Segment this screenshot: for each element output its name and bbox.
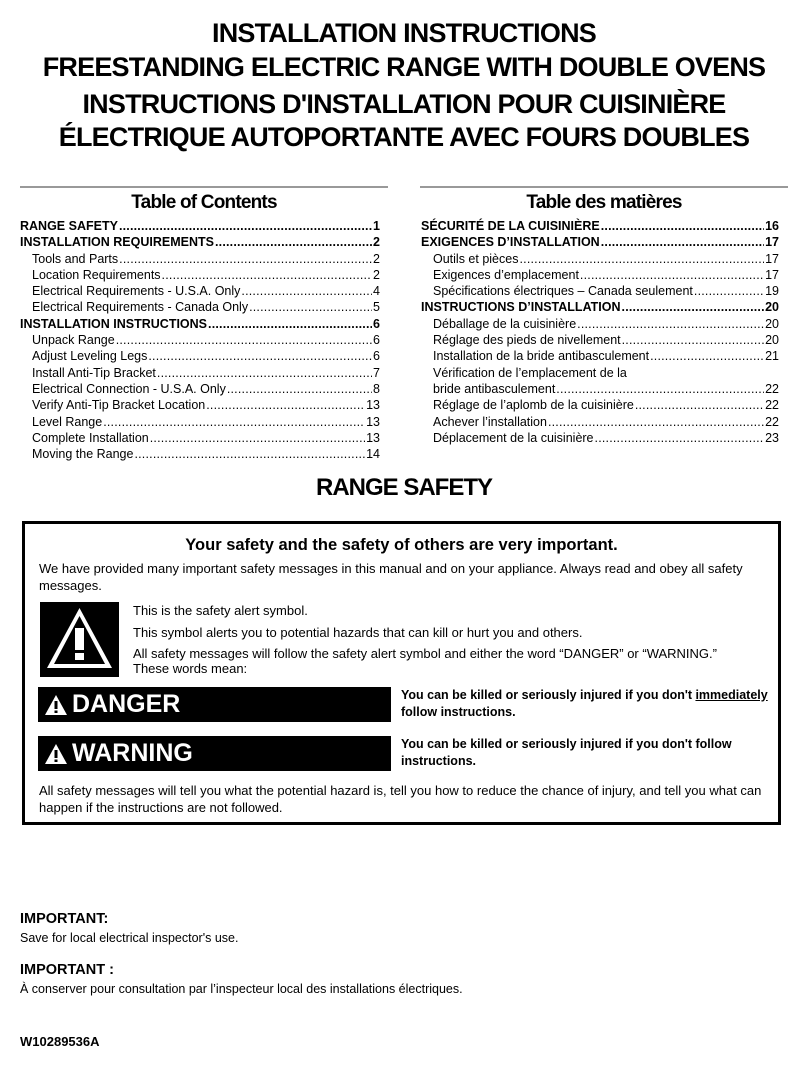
toc-entry bbox=[421, 397, 779, 413]
toc-entry-label: Electrical Connection - U.S.A. Only bbox=[32, 381, 226, 396]
important-fr-heading: IMPORTANT : bbox=[20, 962, 114, 978]
toc-entry bbox=[20, 218, 380, 234]
toc-entry-label: Exigences d’emplacement bbox=[433, 267, 579, 282]
toc-entry bbox=[20, 267, 380, 283]
toc-entry-page: 13 bbox=[366, 398, 380, 413]
toc-en-divider bbox=[20, 186, 388, 188]
toc-leader-dots bbox=[157, 365, 372, 381]
important-en-heading: IMPORTANT: bbox=[20, 911, 109, 927]
toc-leader-dots bbox=[134, 446, 365, 462]
toc-entry-label: Déballage de la cuisinière bbox=[433, 316, 577, 331]
toc-entry-label: Spécifications électriques – Canada seulement bbox=[433, 284, 693, 299]
toc-fr-heading: Table des matières bbox=[526, 192, 682, 213]
toc-entry-page: 6 bbox=[373, 333, 380, 348]
toc-entry-label: INSTALLATION REQUIREMENTS bbox=[20, 235, 214, 250]
toc-entry-page: 17 bbox=[765, 267, 779, 282]
toc-entry-label: Adjust Leveling Legs bbox=[32, 349, 148, 364]
toc-entry bbox=[20, 446, 380, 462]
toc-leader-dots bbox=[148, 348, 372, 364]
toc-entry-page: 5 bbox=[373, 300, 380, 315]
toc-entry-label: Verify Anti-Tip Bracket Location bbox=[32, 398, 206, 413]
warning-alert-icon bbox=[44, 743, 68, 765]
toc-leader-dots bbox=[635, 397, 764, 413]
toc-entry-label: Unpack Range bbox=[32, 333, 115, 348]
title-line-3: INSTRUCTIONS D'INSTALLATION POUR CUISINIÈRE bbox=[82, 89, 726, 119]
toc-entry bbox=[20, 332, 380, 348]
toc-entry-page: 14 bbox=[366, 447, 380, 462]
document-number: W10289536A bbox=[20, 1034, 100, 1049]
title-line-1: INSTALLATION INSTRUCTIONS bbox=[212, 18, 596, 48]
title-line-2: FREESTANDING ELECTRIC RANGE WITH DOUBLE OVENS bbox=[42, 52, 766, 82]
toc-entry-label: Outils et pièces bbox=[433, 251, 519, 266]
toc-leader-dots bbox=[119, 218, 372, 234]
toc-entry bbox=[20, 283, 380, 299]
toc-entry bbox=[20, 348, 380, 364]
toc-en-list bbox=[20, 218, 380, 462]
toc-leader-dots bbox=[580, 267, 764, 283]
toc-entry bbox=[421, 365, 779, 381]
danger-signal-word bbox=[38, 687, 391, 722]
safety-closing: All safety messages will tell you what the potential hazard is, tell you how to reduce the chance of injury, and tell you what can happen if the instructions are not followed. bbox=[39, 783, 762, 815]
toc-entry bbox=[421, 414, 779, 430]
toc-leader-dots bbox=[622, 332, 764, 348]
toc-leader-dots bbox=[208, 316, 372, 332]
toc-entry-page: 21 bbox=[765, 349, 779, 364]
safety-intro: We have provided many important safety messages in this manual and on your appliance. Always read and obey all safety messages. bbox=[39, 561, 743, 593]
toc-entry bbox=[421, 299, 779, 315]
toc-entry-page: 7 bbox=[373, 365, 380, 380]
toc-entry bbox=[421, 267, 779, 283]
safety-alert-symbol-icon bbox=[40, 602, 119, 677]
toc-entry-page: 4 bbox=[373, 284, 380, 299]
toc-entry-page: 23 bbox=[765, 430, 779, 445]
toc-entry-page: 17 bbox=[765, 251, 779, 266]
toc-entry-page: 22 bbox=[765, 381, 779, 396]
toc-entry-label: RANGE SAFETY bbox=[20, 219, 118, 233]
toc-entry-label: Location Requirements bbox=[32, 267, 161, 282]
danger-label: DANGER bbox=[72, 690, 181, 718]
safety-box bbox=[22, 521, 781, 825]
toc-entry bbox=[20, 316, 380, 332]
toc-entry-page: 6 bbox=[373, 316, 380, 331]
toc-entry-label: Déplacement de la cuisinière bbox=[433, 430, 594, 445]
important-fr-text: À conserver pour consultation par l’inspecteur local des installations électriques. bbox=[20, 982, 463, 996]
toc-entry-page: 17 bbox=[765, 235, 779, 250]
symbol-line-1: This is the safety alert symbol. bbox=[133, 603, 308, 618]
toc-leader-dots bbox=[622, 299, 765, 315]
toc-entry-page: 1 bbox=[373, 219, 380, 233]
title-line-4: ÉLECTRIQUE AUTOPORTANTE AVEC FOURS DOUBLES bbox=[58, 122, 750, 152]
symbol-line-4: These words mean: bbox=[133, 661, 248, 676]
toc-entry-page: 16 bbox=[765, 219, 779, 233]
toc-leader-dots bbox=[215, 234, 372, 250]
important-en-text: Save for local electrical inspector's use. bbox=[20, 931, 239, 945]
toc-leader-dots bbox=[227, 381, 372, 397]
toc-leader-dots bbox=[556, 381, 764, 397]
toc-entry-label: Electrical Requirements - U.S.A. Only bbox=[32, 284, 241, 299]
toc-entry bbox=[421, 348, 779, 364]
warning-signal-word bbox=[38, 736, 391, 771]
section-title-range-safety: RANGE SAFETY bbox=[315, 474, 492, 501]
toc-leader-dots bbox=[162, 267, 373, 283]
toc-entry bbox=[421, 218, 779, 234]
toc-leader-dots bbox=[519, 251, 764, 267]
warning-label: WARNING bbox=[72, 739, 193, 767]
toc-entry-page: 13 bbox=[366, 430, 380, 445]
toc-entry-label: Achever l’installation bbox=[433, 414, 547, 429]
toc-entry bbox=[421, 283, 779, 299]
toc-entry-page: 8 bbox=[373, 381, 380, 396]
safety-heading: Your safety and the safety of others are very important. bbox=[185, 536, 618, 554]
toc-entry bbox=[20, 381, 380, 397]
toc-entry-label: Réglage de l’aplomb de la cuisinière bbox=[433, 398, 634, 413]
toc-entry bbox=[20, 414, 380, 430]
toc-entry-page: 22 bbox=[765, 414, 779, 429]
toc-entry-page: 2 bbox=[373, 251, 380, 266]
toc-leader-dots bbox=[116, 332, 372, 348]
toc-entry bbox=[20, 430, 380, 446]
toc-leader-dots bbox=[595, 430, 765, 446]
toc-leader-dots bbox=[601, 218, 764, 234]
toc-entry bbox=[20, 299, 380, 315]
toc-entry bbox=[20, 234, 380, 250]
toc-entry-label: Réglage des pieds de nivellement bbox=[433, 333, 621, 348]
toc-entry-page: 2 bbox=[373, 235, 380, 250]
toc-entry bbox=[20, 251, 380, 267]
toc-entry-label: Moving the Range bbox=[32, 447, 134, 462]
toc-entry-label: INSTALLATION INSTRUCTIONS bbox=[20, 316, 208, 331]
danger-alert-icon bbox=[44, 694, 68, 716]
toc-entry-page: 20 bbox=[765, 333, 779, 348]
toc-entry bbox=[20, 397, 380, 413]
danger-description: You can be killed or seriously injured if you don't immediately follow instructions. bbox=[401, 688, 768, 719]
toc-entry bbox=[421, 381, 779, 397]
toc-entry-page: 20 bbox=[765, 300, 779, 315]
toc-entry-page: 22 bbox=[765, 398, 779, 413]
toc-leader-dots bbox=[119, 251, 372, 267]
toc-entry-label: bride antibasculement bbox=[433, 381, 556, 396]
toc-leader-dots bbox=[601, 234, 764, 250]
toc-entry-label: Install Anti-Tip Bracket bbox=[32, 365, 156, 380]
toc-entry bbox=[421, 251, 779, 267]
toc-entry-label: SÉCURITÉ DE LA CUISINIÈRE bbox=[421, 219, 600, 233]
toc-entry bbox=[421, 316, 779, 332]
toc-entry bbox=[421, 332, 779, 348]
toc-entry-label: Level Range bbox=[32, 414, 103, 429]
toc-entry-page: 20 bbox=[765, 316, 779, 331]
toc-leader-dots bbox=[241, 283, 372, 299]
toc-entry-label: EXIGENCES D’INSTALLATION bbox=[421, 235, 600, 250]
toc-leader-dots bbox=[694, 283, 764, 299]
toc-leader-dots bbox=[650, 348, 764, 364]
toc-leader-dots bbox=[577, 316, 764, 332]
symbol-line-3: All safety messages will follow the safety alert symbol and either the word “DANGER” or “WARNING.” bbox=[133, 646, 717, 661]
toc-entry-page: 19 bbox=[765, 284, 779, 299]
toc-fr-list bbox=[421, 218, 779, 446]
toc-entry-label: Vérification de l’emplacement de la bbox=[433, 365, 627, 380]
toc-leader-dots bbox=[206, 397, 365, 413]
warning-description: You can be killed or seriously injured if you don't follow instructions. bbox=[401, 737, 732, 768]
toc-entry bbox=[421, 234, 779, 250]
toc-leader-dots bbox=[103, 414, 365, 430]
toc-entry-page: 2 bbox=[373, 267, 380, 282]
toc-entry-label: Complete Installation bbox=[32, 430, 149, 445]
toc-entry bbox=[421, 430, 779, 446]
toc-entry-label: Electrical Requirements - Canada Only bbox=[32, 300, 249, 315]
toc-leader-dots bbox=[249, 299, 372, 315]
toc-leader-dots bbox=[548, 414, 764, 430]
toc-entry-label: Tools and Parts bbox=[32, 251, 119, 266]
toc-entry-label: INSTRUCTIONS D’INSTALLATION bbox=[421, 300, 621, 315]
toc-fr-divider bbox=[420, 186, 788, 188]
symbol-line-2: This symbol alerts you to potential hazards that can kill or hurt you and others. bbox=[133, 625, 583, 640]
toc-entry-page: 6 bbox=[373, 349, 380, 364]
toc-entry bbox=[20, 365, 380, 381]
toc-entry-page: 13 bbox=[366, 414, 380, 429]
toc-en-heading: Table of Contents bbox=[131, 192, 277, 213]
toc-leader-dots bbox=[150, 430, 365, 446]
toc-entry-label: Installation de la bride antibasculement bbox=[433, 349, 650, 364]
